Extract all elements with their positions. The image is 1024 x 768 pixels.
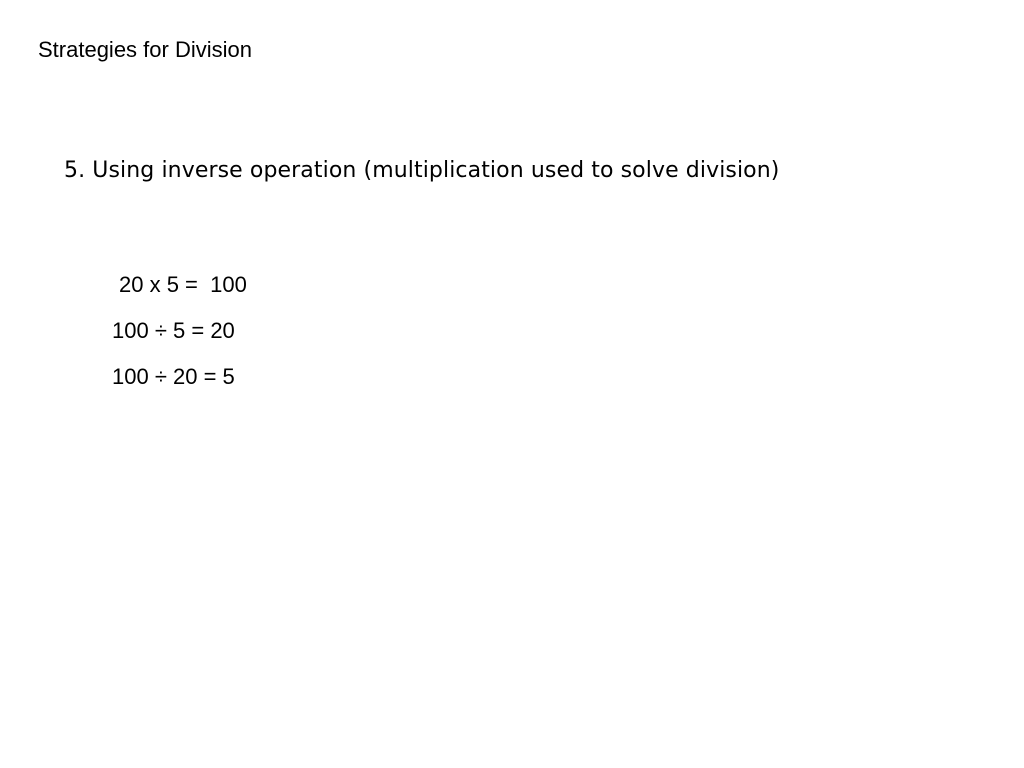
equation-division-by-five: 100 ÷ 5 = 20 (112, 318, 235, 343)
strategy-heading: 5. Using inverse operation (multiplication used to solve division) (64, 158, 780, 183)
slide-title: Strategies for Division (38, 37, 252, 62)
equation-multiplication: 20 x 5 = 100 (119, 272, 247, 297)
equation-division-by-twenty: 100 ÷ 20 = 5 (112, 364, 235, 389)
